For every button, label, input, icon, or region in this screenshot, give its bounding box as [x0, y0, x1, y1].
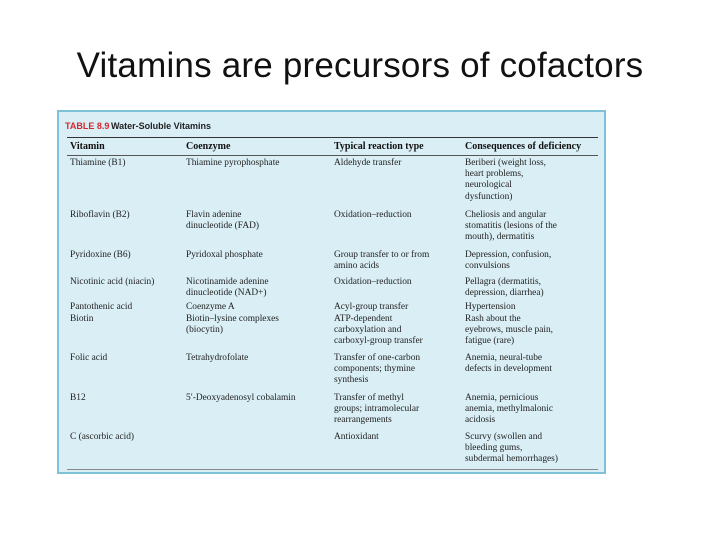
cell-line: Acyl-group transfer [334, 302, 409, 312]
cell-deficiency [465, 210, 602, 244]
cell-line: Biotin [70, 314, 94, 324]
table-number: TABLE 8.9 [65, 121, 110, 131]
cell-reaction-type [334, 302, 462, 313]
cell-line: Pellagra (dermatitis, [465, 277, 542, 287]
cell-line: components; thymine [334, 364, 415, 375]
cell-reaction-type [334, 250, 462, 272]
vitamin-table [57, 110, 606, 474]
cell-line: heart problems, [465, 169, 524, 180]
cell-reaction-type [334, 432, 462, 443]
cell-coenzyme [186, 353, 332, 364]
cell-line: Coenzyme A [186, 302, 235, 312]
cell-line: Anemia, neural-tube [465, 353, 543, 363]
cell-line: defects in development [465, 364, 552, 375]
cell-line: (biocytin) [186, 325, 223, 336]
cell-vitamin [70, 250, 184, 261]
cell-vitamin [70, 158, 184, 169]
cell-line: Hypertension [465, 302, 516, 312]
cell-vitamin [70, 302, 184, 313]
cell-deficiency [465, 393, 602, 427]
cell-line: Flavin adenine [186, 210, 242, 220]
table-name: Water-Soluble Vitamins [111, 121, 212, 131]
cell-line: Oxidation–reduction [334, 210, 412, 220]
table-header-rule [67, 155, 598, 156]
cell-vitamin [70, 210, 184, 221]
table-bottom-rule [67, 469, 598, 470]
cell-line: Depression, confusion, [465, 250, 552, 260]
cell-line: subdermal hemorrhages) [465, 454, 558, 465]
cell-line: Nicotinic acid (niacin) [70, 277, 155, 287]
cell-reaction-type [334, 353, 462, 387]
cell-line: Anemia, pernicious [465, 393, 539, 403]
cell-reaction-type [334, 210, 462, 221]
cell-line: fatigue (rare) [465, 336, 515, 347]
cell-deficiency [465, 158, 602, 203]
cell-deficiency [465, 302, 602, 313]
cell-line: carboxylation and [334, 325, 402, 336]
cell-deficiency [465, 250, 602, 272]
cell-coenzyme [186, 210, 332, 232]
cell-line: groups; intramolecular [334, 404, 420, 415]
column-header-vitamin: Vitamin [70, 141, 105, 152]
cell-line: Cheliosis and angular [465, 210, 547, 220]
cell-vitamin [70, 393, 184, 404]
cell-line: depression, diarrhea) [465, 288, 544, 299]
cell-line: Oxidation–reduction [334, 277, 412, 287]
cell-line: 5′-Deoxyadenosyl cobalamin [186, 393, 296, 403]
cell-line: bleeding gums, [465, 443, 523, 454]
cell-line: Beriberi (weight loss, [465, 158, 546, 168]
cell-line: anemia, methylmalonic [465, 404, 553, 415]
cell-line: Nicotinamide adenine [186, 277, 269, 287]
cell-line: Transfer of methyl [334, 393, 404, 403]
cell-reaction-type [334, 277, 462, 288]
cell-line: Riboflavin (B2) [70, 210, 130, 220]
cell-line: ATP-dependent [334, 314, 393, 324]
cell-line: Folic acid [70, 353, 108, 363]
cell-line: Aldehyde transfer [334, 158, 402, 168]
cell-coenzyme [186, 393, 332, 404]
cell-line: eyebrows, muscle pain, [465, 325, 553, 336]
cell-coenzyme [186, 277, 332, 299]
cell-deficiency [465, 353, 602, 375]
cell-coenzyme [186, 314, 332, 336]
cell-coenzyme [186, 250, 332, 261]
cell-line: C (ascorbic acid) [70, 432, 135, 442]
cell-line: stomatitis (lesions of the [465, 221, 557, 232]
cell-line: Pyridoxal phosphate [186, 250, 263, 260]
column-header-deficiency: Consequences of deficiency [465, 141, 582, 152]
cell-coenzyme [186, 158, 332, 169]
cell-line: dinucleotide (NAD+) [186, 288, 267, 299]
cell-line: Pantothenic acid [70, 302, 133, 312]
cell-deficiency [465, 432, 602, 466]
cell-line: convulsions [465, 261, 510, 272]
cell-line: Scurvy (swollen and [465, 432, 543, 442]
cell-vitamin [70, 277, 184, 288]
table-top-rule [67, 137, 598, 138]
cell-deficiency [465, 314, 602, 348]
cell-line: B12 [70, 393, 86, 403]
cell-line: neurological [465, 180, 512, 191]
cell-deficiency [465, 277, 602, 299]
cell-line: synthesis [334, 375, 369, 386]
cell-reaction-type [334, 314, 462, 348]
cell-line: Pyridoxine (B6) [70, 250, 131, 260]
cell-line: dysfunction) [465, 191, 513, 202]
cell-line: Antioxidant [334, 432, 379, 442]
cell-reaction-type [334, 158, 462, 169]
cell-line: Transfer of one-carbon [334, 353, 421, 363]
cell-line: acidosis [465, 415, 496, 426]
cell-coenzyme [186, 302, 332, 313]
cell-vitamin [70, 314, 184, 325]
slide-title: Vitamins are precursors of cofactors [76, 46, 644, 85]
cell-vitamin [70, 432, 184, 443]
cell-line: Group transfer to or from [334, 250, 430, 260]
cell-line: Tetrahydrofolate [186, 353, 249, 363]
cell-line: mouth), dermatitis [465, 232, 535, 243]
cell-reaction-type [334, 393, 462, 427]
cell-vitamin [70, 353, 184, 364]
cell-line: Thiamine (B1) [70, 158, 126, 168]
column-header-coenzyme: Coenzyme [186, 141, 231, 152]
cell-line: Thiamine pyrophosphate [186, 158, 280, 168]
table-caption [59, 112, 604, 134]
column-header-reaction-type: Typical reaction type [334, 141, 424, 152]
cell-line: dinucleotide (FAD) [186, 221, 259, 232]
cell-line: amino acids [334, 261, 380, 272]
cell-line: Biotin–lysine complexes [186, 314, 279, 324]
cell-line: carboxyl-group transfer [334, 336, 423, 347]
cell-line: rearrangements [334, 415, 392, 426]
cell-line: Rash about the [465, 314, 521, 324]
